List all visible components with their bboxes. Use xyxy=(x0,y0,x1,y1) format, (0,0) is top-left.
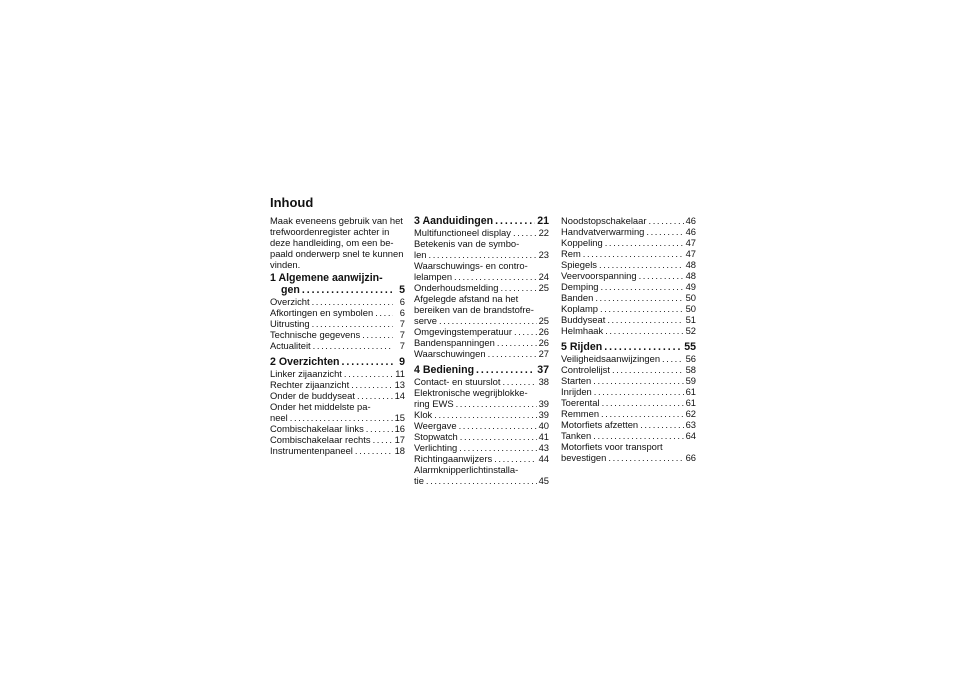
toc-entry-line xyxy=(561,419,696,430)
toc-entry[interactable] xyxy=(561,303,696,314)
intro-text xyxy=(270,215,405,270)
toc-page-number: 6 xyxy=(399,307,405,318)
toc-entry-line xyxy=(270,434,405,445)
toc-page-number: 43 xyxy=(538,442,549,453)
toc-entry[interactable] xyxy=(270,379,405,390)
toc-page-number: 52 xyxy=(685,325,696,336)
toc-page-number: 45 xyxy=(538,475,549,486)
toc-entry-line xyxy=(414,442,549,453)
toc-page-number: 25 xyxy=(538,282,549,293)
toc-entry-title: Controlelijst xyxy=(561,364,610,375)
toc-page-number: 26 xyxy=(538,337,549,348)
toc-entry-title: serve xyxy=(414,315,437,326)
dot-leader xyxy=(593,375,683,386)
toc-entry[interactable] xyxy=(561,353,696,364)
dot-leader xyxy=(344,368,393,379)
toc-entry-line xyxy=(414,271,549,282)
dot-leader xyxy=(459,442,536,453)
toc-entry[interactable] xyxy=(561,215,696,226)
toc-entry-line xyxy=(270,329,405,340)
toc-page-number: 66 xyxy=(685,452,696,463)
toc-entry-line xyxy=(414,326,549,337)
toc-entry-title: Stopwatch xyxy=(414,431,458,442)
toc-page-number: 48 xyxy=(685,270,696,281)
dot-leader xyxy=(460,431,537,442)
toc-entry-title: neel xyxy=(270,412,288,423)
dot-leader xyxy=(595,292,683,303)
toc-page-number: 49 xyxy=(685,281,696,292)
toc-entry-title: Klok xyxy=(414,409,433,420)
toc-entry-line xyxy=(561,353,696,364)
toc-entry-title: 1 Algemene aanwijzin- xyxy=(270,272,383,284)
toc-entry[interactable] xyxy=(561,325,696,336)
toc-entry-line xyxy=(270,401,405,412)
toc-entry-title: bereiken van de brandstofre- xyxy=(414,304,534,315)
toc-entry[interactable] xyxy=(270,329,405,340)
toc-entry-line xyxy=(561,215,696,226)
toc-entry-line xyxy=(561,325,696,336)
toc-entry-title: Motorfiets afzetten xyxy=(561,419,639,430)
intro-line: Maak eveneens gebruik van het xyxy=(270,215,403,226)
dot-leader xyxy=(456,398,537,409)
toc-entry-title: Combischakelaar links xyxy=(270,423,364,434)
dot-leader xyxy=(375,307,393,318)
toc-page-number: 38 xyxy=(538,376,549,387)
dot-leader xyxy=(373,434,393,445)
toc-page-number: 7 xyxy=(399,318,405,329)
toc-entry-title: 4 Bediening xyxy=(414,364,475,376)
toc-entry-line xyxy=(561,226,696,237)
toc-entry-line xyxy=(561,341,696,353)
toc-entry-line xyxy=(414,453,549,464)
dot-leader xyxy=(513,227,537,238)
toc-entry-line xyxy=(270,272,405,284)
toc-entry[interactable] xyxy=(414,376,549,387)
toc-entry-title: Uitrusting xyxy=(270,318,310,329)
toc-entry[interactable] xyxy=(414,238,549,260)
toc-chapter[interactable] xyxy=(414,364,549,376)
dot-leader xyxy=(599,259,684,270)
toc-page-number: 59 xyxy=(685,375,696,386)
toc-entry[interactable] xyxy=(270,296,405,307)
toc-entry-title: Starten xyxy=(561,375,592,386)
toc-entry-title: ring EWS xyxy=(414,398,454,409)
toc-entry[interactable] xyxy=(414,348,549,359)
toc-entry-title: lelampen xyxy=(414,271,453,282)
dot-leader xyxy=(640,419,683,430)
toc-entry-line xyxy=(414,348,549,359)
toc-entry-line xyxy=(270,296,405,307)
dot-leader xyxy=(313,340,393,351)
toc-column-1 xyxy=(270,215,405,456)
toc-entry-line xyxy=(414,304,549,315)
toc-entry-line xyxy=(270,390,405,401)
toc-entry-title: Toerental xyxy=(561,397,600,408)
dot-leader xyxy=(426,475,537,486)
toc-entry-line xyxy=(270,445,405,456)
toc-entry[interactable] xyxy=(414,409,549,420)
toc-entry[interactable] xyxy=(270,307,405,318)
toc-entry-line xyxy=(561,281,696,292)
toc-entry-line xyxy=(414,398,549,409)
toc-entry[interactable] xyxy=(414,282,549,293)
toc-entry-line xyxy=(270,356,405,368)
toc-page-number: 18 xyxy=(394,445,405,456)
toc-page-number: 41 xyxy=(538,431,549,442)
toc-entry-title: Multifunctioneel display xyxy=(414,227,511,238)
dot-leader xyxy=(434,409,536,420)
toc-entry[interactable] xyxy=(414,293,549,326)
toc-entry[interactable] xyxy=(561,259,696,270)
toc-page-number: 64 xyxy=(685,430,696,441)
toc-entry-line xyxy=(561,270,696,281)
toc-entry-line xyxy=(270,318,405,329)
toc-entry-line xyxy=(270,307,405,318)
toc-entry-title: 3 Aanduidingen xyxy=(414,215,494,227)
toc-page-number: 15 xyxy=(394,412,405,423)
dot-leader xyxy=(290,412,393,423)
toc-entry-title: Inrijden xyxy=(561,386,592,397)
toc-entry-title: Noodstopschakelaar xyxy=(561,215,647,226)
toc-entry[interactable] xyxy=(561,375,696,386)
toc-entry-line xyxy=(414,464,549,475)
dot-leader xyxy=(646,226,683,237)
toc-page-number: 23 xyxy=(538,249,549,260)
dot-leader xyxy=(362,329,393,340)
toc-entry-title: Afkortingen en symbolen xyxy=(270,307,374,318)
toc-entry-title: bevestigen xyxy=(561,452,607,463)
toc-entry-line xyxy=(561,292,696,303)
toc-entry[interactable] xyxy=(561,397,696,408)
toc-entry[interactable] xyxy=(414,464,549,486)
dot-leader xyxy=(497,337,537,348)
toc-page-number: 13 xyxy=(394,379,405,390)
toc-entry-title: Buddyseat xyxy=(561,314,606,325)
toc-entry[interactable] xyxy=(414,260,549,282)
toc-entry[interactable] xyxy=(561,386,696,397)
toc-entry-title: Elektronische wegrijblokke- xyxy=(414,387,528,398)
toc-entry-title: gen xyxy=(281,284,300,296)
toc-entry-line xyxy=(561,375,696,386)
toc-page-number: 25 xyxy=(538,315,549,326)
dot-leader xyxy=(593,430,683,441)
toc-entry[interactable] xyxy=(270,445,405,456)
toc-entry-line xyxy=(561,430,696,441)
toc-entry-title: Contact- en stuurslot xyxy=(414,376,501,387)
toc-entry-line xyxy=(414,215,549,227)
toc-page-number: 44 xyxy=(538,453,549,464)
toc-entry-line xyxy=(414,282,549,293)
toc-page-number: 27 xyxy=(538,348,549,359)
toc-entry[interactable] xyxy=(270,390,405,401)
toc-list xyxy=(561,215,696,463)
toc-entry-title: Waarschuwingen xyxy=(414,348,486,359)
toc-entry-title: Omgevingstemperatuur xyxy=(414,326,512,337)
toc-entry-line xyxy=(561,314,696,325)
toc-page-number: 61 xyxy=(685,386,696,397)
toc-page-number: 7 xyxy=(399,329,405,340)
dot-leader xyxy=(612,364,684,375)
toc-entry[interactable] xyxy=(270,401,405,423)
toc-entry[interactable] xyxy=(270,423,405,434)
toc-page-number: 50 xyxy=(685,303,696,314)
toc-entry-line xyxy=(414,293,549,304)
toc-entry[interactable] xyxy=(561,441,696,463)
dot-leader xyxy=(302,284,393,296)
toc-entry-line xyxy=(414,227,549,238)
toc-entry[interactable] xyxy=(561,226,696,237)
dot-leader xyxy=(312,296,393,307)
toc-entry-line xyxy=(561,452,696,463)
toc-entry-title: Spiegels xyxy=(561,259,597,270)
toc-entry[interactable] xyxy=(561,237,696,248)
dot-leader xyxy=(662,353,684,364)
toc-page-number: 58 xyxy=(685,364,696,375)
dot-leader xyxy=(605,325,683,336)
toc-entry-title: Veiligheidsaanwijzingen xyxy=(561,353,661,364)
toc-entry-title: Remmen xyxy=(561,408,600,419)
dot-leader xyxy=(355,445,393,456)
toc-page-number: 56 xyxy=(685,353,696,364)
toc-entry-title: len xyxy=(414,249,427,260)
dot-leader xyxy=(454,271,537,282)
dot-leader xyxy=(476,364,535,376)
toc-page-number: 21 xyxy=(537,215,549,227)
toc-entry-title: Banden xyxy=(561,292,594,303)
intro-line: trefwoordenregister achter in xyxy=(270,226,390,237)
toc-entry[interactable] xyxy=(561,364,696,375)
toc-page-number: 9 xyxy=(399,356,405,368)
toc-entry[interactable] xyxy=(561,430,696,441)
dot-leader xyxy=(429,249,537,260)
toc-entry-line xyxy=(561,237,696,248)
dot-leader xyxy=(312,318,393,329)
toc-entry-line xyxy=(414,260,549,271)
toc-entry-line xyxy=(414,249,549,260)
toc-page-number: 17 xyxy=(394,434,405,445)
toc-entry-line xyxy=(270,368,405,379)
toc-chapter[interactable] xyxy=(270,356,405,368)
toc-page-number: 50 xyxy=(685,292,696,303)
toc-entry[interactable] xyxy=(270,318,405,329)
toc-entry[interactable] xyxy=(414,326,549,337)
toc-page-number: 6 xyxy=(399,296,405,307)
toc-entry-line xyxy=(561,303,696,314)
toc-entry-line xyxy=(561,248,696,259)
dot-leader xyxy=(459,420,537,431)
dot-leader xyxy=(601,408,684,419)
toc-entry-title: Onder de buddyseat xyxy=(270,390,355,401)
toc-entry[interactable] xyxy=(561,248,696,259)
toc-page-number: 63 xyxy=(685,419,696,430)
toc-entry[interactable] xyxy=(414,227,549,238)
toc-entry-line xyxy=(270,379,405,390)
dot-leader xyxy=(494,453,536,464)
toc-entry-line xyxy=(414,238,549,249)
toc-entry[interactable] xyxy=(561,292,696,303)
toc-entry[interactable] xyxy=(561,408,696,419)
toc-entry-title: Linker zijaanzicht xyxy=(270,368,342,379)
toc-entry-title: Bandenspanningen xyxy=(414,337,495,348)
toc-page-number: 26 xyxy=(538,326,549,337)
toc-entry-line xyxy=(561,259,696,270)
toc-entry-line xyxy=(414,364,549,376)
dot-leader xyxy=(500,282,536,293)
dot-leader xyxy=(608,452,683,463)
toc-entry-title: 5 Rijden xyxy=(561,341,603,353)
toc-entry-title: Combischakelaar rechts xyxy=(270,434,371,445)
dot-leader xyxy=(600,303,684,314)
toc-entry[interactable] xyxy=(414,337,549,348)
toc-page-number: 16 xyxy=(394,423,405,434)
toc-page-number: 46 xyxy=(685,215,696,226)
dot-leader xyxy=(583,248,684,259)
toc-page-number: 40 xyxy=(538,420,549,431)
dot-leader xyxy=(366,423,393,434)
toc-entry-line xyxy=(414,315,549,326)
toc-entry-title: Motorfiets voor transport xyxy=(561,441,663,452)
dot-leader xyxy=(602,397,684,408)
toc-entry-title: Veervoorspanning xyxy=(561,270,637,281)
toc-entry-title: Richtingaanwijzers xyxy=(414,453,493,464)
toc-entry-title: Verlichting xyxy=(414,442,458,453)
toc-entry-line xyxy=(561,441,696,452)
toc-entry-title: Onder het middelste pa- xyxy=(270,401,371,412)
toc-entry-title: Koppeling xyxy=(561,237,603,248)
toc-entry-line xyxy=(414,409,549,420)
toc-entry-title: Tanken xyxy=(561,430,592,441)
toc-page-number: 7 xyxy=(399,340,405,351)
toc-page-number: 47 xyxy=(685,237,696,248)
toc-entry-line xyxy=(561,386,696,397)
dot-leader xyxy=(488,348,537,359)
toc-entry-title: Betekenis van de symbo- xyxy=(414,238,520,249)
toc-entry[interactable] xyxy=(561,270,696,281)
toc-page-number: 55 xyxy=(684,341,696,353)
toc-entry[interactable] xyxy=(561,419,696,430)
toc-entry-line xyxy=(561,408,696,419)
toc-entry-title: Instrumentenpaneel xyxy=(270,445,353,456)
toc-entry[interactable] xyxy=(414,442,549,453)
toc-entry-line xyxy=(270,284,405,296)
dot-leader xyxy=(514,326,537,337)
toc-page-number: 48 xyxy=(685,259,696,270)
toc-entry[interactable] xyxy=(270,340,405,351)
toc-entry[interactable] xyxy=(270,434,405,445)
toc-entry[interactable] xyxy=(561,314,696,325)
dot-leader xyxy=(601,281,684,292)
toc-entry-title: Alarmknipperlichtinstalla- xyxy=(414,464,519,475)
toc-page-number: 51 xyxy=(685,314,696,325)
toc-entry-title: Technische gegevens xyxy=(270,329,361,340)
toc-page-number: 61 xyxy=(685,397,696,408)
toc-page-number: 46 xyxy=(685,226,696,237)
toc-entry-title: Helmhaak xyxy=(561,325,604,336)
toc-page-number: 37 xyxy=(537,364,549,376)
toc-entry-title: Overzicht xyxy=(270,296,310,307)
dot-leader xyxy=(594,386,684,397)
page-title: Inhoud xyxy=(270,195,314,210)
intro-line: deze handleiding, om een be- xyxy=(270,237,394,248)
toc-entry-title: Koplamp xyxy=(561,303,599,314)
toc-entry-line xyxy=(561,397,696,408)
dot-leader xyxy=(341,356,393,368)
toc-entry-line xyxy=(561,364,696,375)
toc-entry-title: 2 Overzichten xyxy=(270,356,340,368)
dot-leader xyxy=(503,376,537,387)
toc-page-number: 11 xyxy=(395,368,405,379)
toc-entry[interactable] xyxy=(414,420,549,431)
toc-chapter[interactable] xyxy=(414,215,549,227)
toc-entry[interactable] xyxy=(414,431,549,442)
dot-leader xyxy=(357,390,393,401)
toc-chapter[interactable] xyxy=(561,341,696,353)
toc-column-2 xyxy=(414,215,549,486)
toc-entry-line xyxy=(414,475,549,486)
toc-entry-line xyxy=(414,420,549,431)
toc-page-number: 47 xyxy=(685,248,696,259)
toc-entry-title: Onderhoudsmelding xyxy=(414,282,499,293)
toc-entry-title: tie xyxy=(414,475,424,486)
toc-list xyxy=(414,215,549,486)
toc-entry-line xyxy=(270,340,405,351)
toc-page-number: 39 xyxy=(538,409,549,420)
dot-leader xyxy=(495,215,535,227)
toc-entry-line xyxy=(414,376,549,387)
dot-leader xyxy=(439,315,537,326)
dot-leader xyxy=(607,314,683,325)
dot-leader xyxy=(604,341,682,353)
toc-entry-line xyxy=(414,337,549,348)
toc-entry-line xyxy=(270,412,405,423)
toc-entry-title: Actualiteit xyxy=(270,340,311,351)
toc-entry[interactable] xyxy=(414,453,549,464)
dot-leader xyxy=(648,215,683,226)
toc-column-3 xyxy=(561,215,696,463)
toc-list xyxy=(270,272,405,456)
intro-line: paald onderwerp snel te kunnen xyxy=(270,248,404,259)
toc-page-number: 62 xyxy=(685,408,696,419)
toc-page-number: 22 xyxy=(538,227,549,238)
toc-entry[interactable] xyxy=(414,387,549,409)
toc-entry-title: Rem xyxy=(561,248,581,259)
toc-entry-title: Rechter zijaanzicht xyxy=(270,379,350,390)
toc-page-number: 5 xyxy=(399,284,405,296)
toc-page-number: 39 xyxy=(538,398,549,409)
toc-entry-title: Handvatverwarming xyxy=(561,226,645,237)
toc-entry-line xyxy=(414,431,549,442)
toc-entry-title: Weergave xyxy=(414,420,457,431)
toc-page-number: 14 xyxy=(394,390,405,401)
toc-entry[interactable] xyxy=(270,368,405,379)
toc-entry[interactable] xyxy=(561,281,696,292)
toc-entry-title: Waarschuwings- en contro- xyxy=(414,260,528,271)
dot-leader xyxy=(351,379,392,390)
toc-entry-title: Demping xyxy=(561,281,599,292)
toc-chapter[interactable] xyxy=(270,272,405,296)
toc-page-number: 24 xyxy=(538,271,549,282)
toc-entry-title: Afgelegde afstand na het xyxy=(414,293,519,304)
toc-entry-line xyxy=(270,423,405,434)
dot-leader xyxy=(605,237,684,248)
dot-leader xyxy=(639,270,684,281)
toc-entry-line xyxy=(414,387,549,398)
intro-line: vinden. xyxy=(270,259,301,270)
